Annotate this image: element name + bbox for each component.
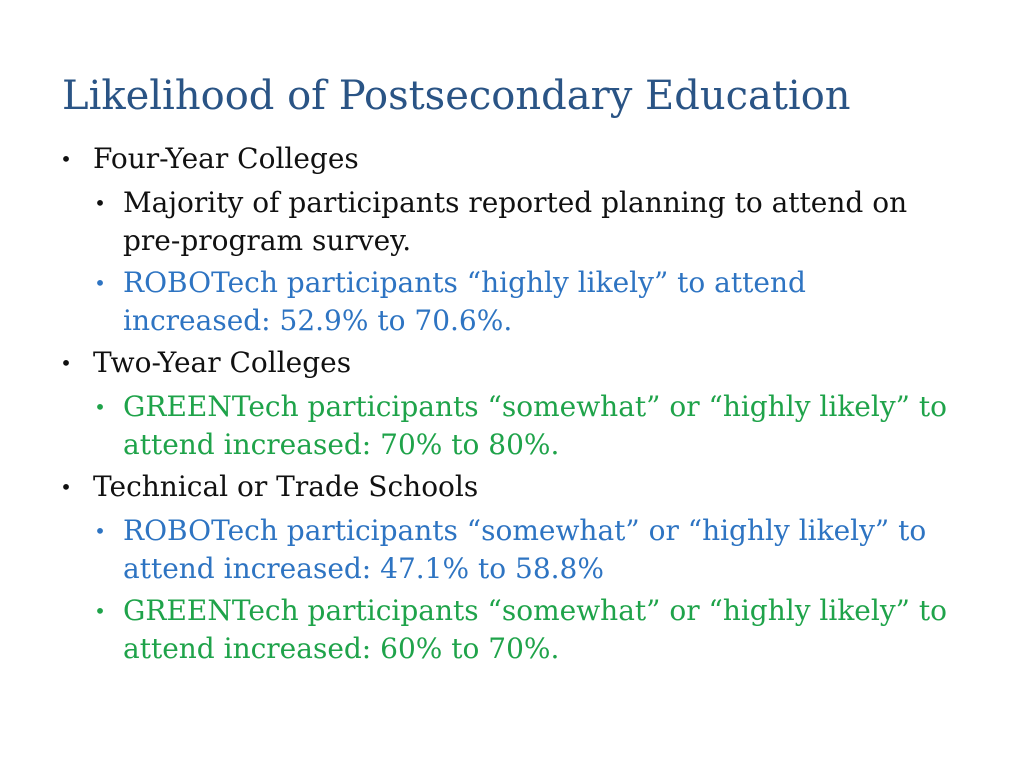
- bullet-heading-technical-trade: Technical or Trade Schools: [93, 470, 479, 503]
- sub-bullet-item: [93, 264, 956, 340]
- sub-bullet-list: [93, 388, 956, 464]
- bullet-heading-two-year: Two-Year Colleges: [93, 346, 352, 379]
- sub-bullet-item: [93, 512, 956, 588]
- bullet-item: [56, 468, 956, 668]
- bullet-icon: •: [94, 395, 106, 419]
- sub-bullet-item: [93, 388, 956, 464]
- bullet-icon: •: [94, 519, 106, 543]
- sub-bullet-list: [93, 184, 956, 340]
- sub-bullet-text: GREENTech participants “somewhat” or “highly likely” to attend increased: 60% to 70%.: [123, 594, 947, 665]
- sub-bullet-item: [93, 592, 956, 668]
- sub-bullet-text: ROBOTech participants “somewhat” or “highly likely” to attend increased: 47.1% to 58.8%: [123, 514, 927, 585]
- bullet-item: [56, 140, 956, 340]
- bullet-item: [56, 344, 956, 464]
- sub-bullet-list: [93, 512, 956, 668]
- bullet-icon: •: [60, 147, 72, 171]
- sub-bullet-text: ROBOTech participants “highly likely” to attend increased: 52.9% to 70.6%.: [123, 266, 806, 337]
- bullet-icon: •: [94, 191, 106, 215]
- bullet-icon: •: [60, 351, 72, 375]
- sub-bullet-text: Majority of participants reported planning to attend on pre-program survey.: [123, 186, 908, 257]
- sub-bullet-item: [93, 184, 956, 260]
- slide-title: Likelihood of Postsecondary Education: [62, 73, 851, 119]
- bullet-icon: •: [94, 271, 106, 295]
- bullet-heading-four-year: Four-Year Colleges: [93, 142, 359, 175]
- bullet-icon: •: [60, 475, 72, 499]
- bullet-icon: •: [94, 599, 106, 623]
- sub-bullet-text: GREENTech participants “somewhat” or “highly likely” to attend increased: 70% to 80%.: [123, 390, 947, 461]
- bullet-list: [56, 140, 956, 668]
